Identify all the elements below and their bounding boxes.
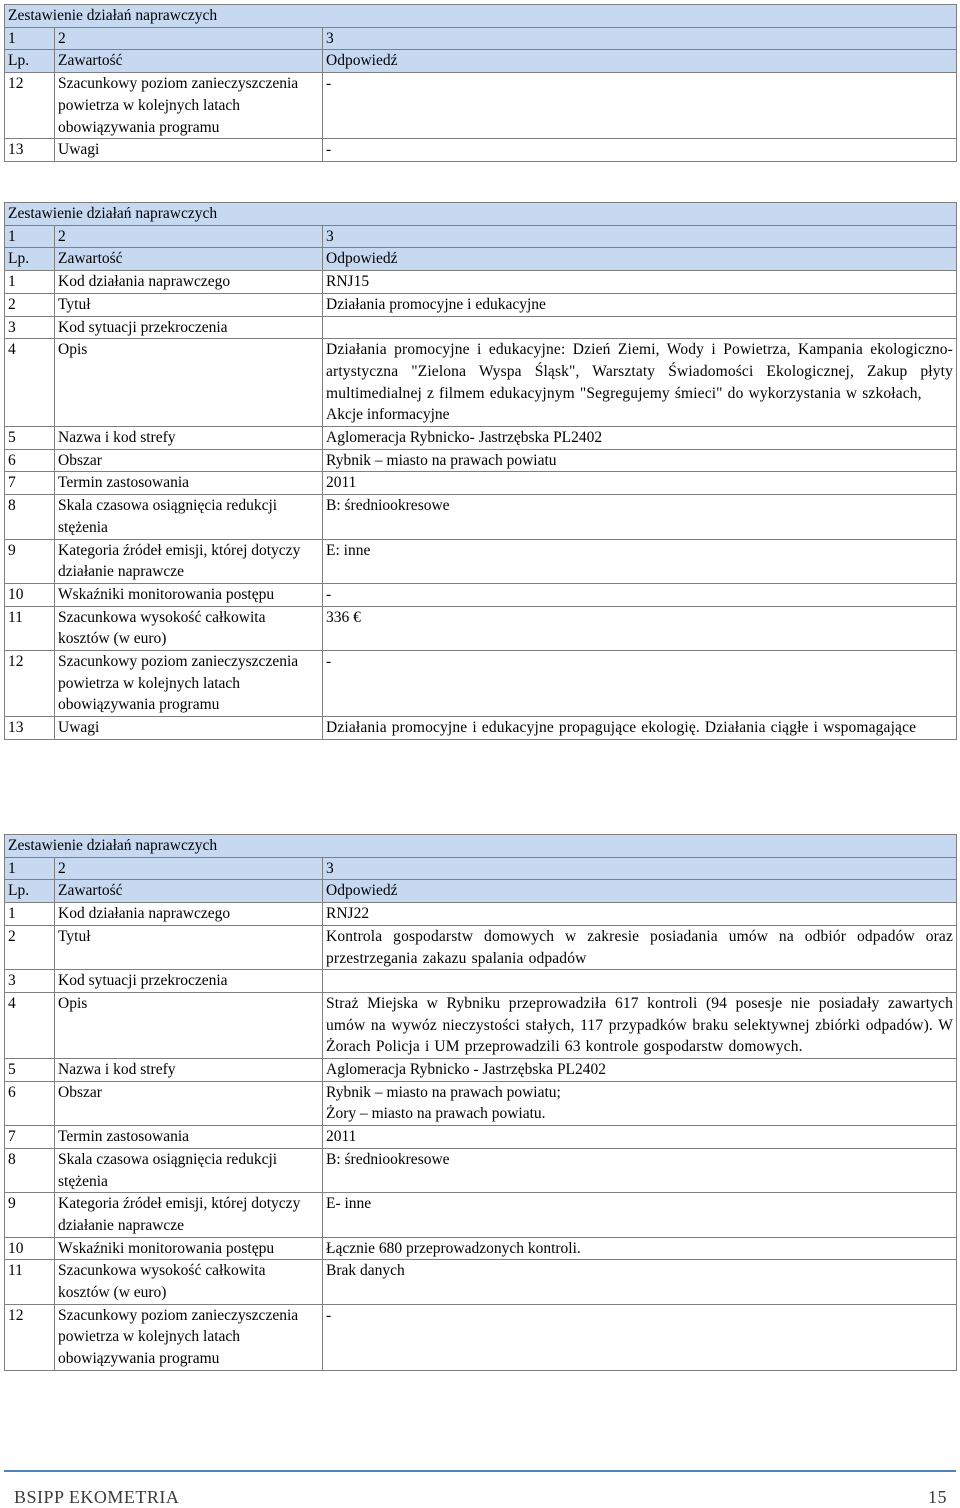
row-value: Straż Miejska w Rybniku przeprowadziła 617 kontroli (94 posesje nie posiadały zawartych umów na wywóz nieczystości stałych, 117 przypadków braku selektywnej zbiórki odpadów). W Żorach Policja i UM przeprowadzili 63 kontrole gospodarstw domowych.: [323, 992, 957, 1058]
row-number: 11: [5, 606, 55, 650]
row-value: Aglomeracja Rybnicko - Jastrzębska PL2402: [323, 1059, 957, 1082]
row-number: 5: [5, 1059, 55, 1082]
row-label: Wskaźniki monitorowania postępu: [55, 1237, 323, 1260]
table-row: [5, 1237, 957, 1260]
table-row: [5, 1081, 957, 1125]
row-label: Opis: [55, 339, 323, 427]
row-value: -: [323, 651, 957, 717]
row-label: Tytuł: [55, 925, 323, 969]
column-header-content: Zawartość: [55, 50, 323, 73]
row-value: B: średniookresowe: [323, 1148, 957, 1192]
table-row: [5, 1193, 957, 1237]
table-title-row: [5, 835, 957, 858]
row-value: Łącznie 680 przeprowadzonych kontroli.: [323, 1237, 957, 1260]
column-number: 3: [323, 27, 957, 50]
column-number: 2: [55, 225, 323, 248]
table-row: [5, 316, 957, 339]
table-row: [5, 1059, 957, 1082]
table-row: [5, 293, 957, 316]
table-row: [5, 992, 957, 1058]
row-label: Szacunkowa wysokość całkowita kosztów (w euro): [55, 1260, 323, 1304]
area-text: Rybnik – miasto na prawach powiatu;: [326, 1083, 561, 1101]
row-label: Uwagi: [55, 717, 323, 740]
column-header-row: [5, 50, 957, 73]
table-row: [5, 73, 957, 139]
table-row: [5, 339, 957, 427]
table-title-row: [5, 5, 957, 28]
column-header-answer: Odpowiedź: [323, 50, 957, 73]
row-label: Szacunkowy poziom zanieczyszczenia powietrza w kolejnych latach obowiązywania programu: [55, 73, 323, 139]
table-row: [5, 271, 957, 294]
table-row: [5, 651, 957, 717]
row-label: Opis: [55, 992, 323, 1058]
row-value: B: średniookresowe: [323, 495, 957, 539]
row-value: Działania promocyjne i edukacyjne: [323, 293, 957, 316]
row-number: 8: [5, 495, 55, 539]
column-header-answer: Odpowiedź: [323, 880, 957, 903]
column-header-row: [5, 880, 957, 903]
row-value: -: [323, 583, 957, 606]
row-value: Rybnik – miasto na prawach powiatu: [323, 449, 957, 472]
row-number: 12: [5, 651, 55, 717]
section-title: Zestawienie działań naprawczych: [5, 835, 957, 858]
area-text-extra: Żory – miasto na prawach powiatu.: [326, 1105, 546, 1123]
row-number: 13: [5, 717, 55, 740]
column-number: 3: [323, 225, 957, 248]
row-value-description: [323, 339, 957, 427]
column-header-content: Zawartość: [55, 248, 323, 271]
table-row: [5, 717, 957, 740]
row-number: 11: [5, 1260, 55, 1304]
column-number: 1: [5, 27, 55, 50]
row-label: Kategoria źródeł emisji, której dotyczy działanie naprawcze: [55, 1193, 323, 1237]
row-value: RNJ22: [323, 903, 957, 926]
row-value: [323, 316, 957, 339]
row-label: Termin zastosowania: [55, 1126, 323, 1149]
remedial-actions-table-rnj15: [4, 202, 957, 740]
row-number: 13: [5, 139, 55, 162]
remedial-actions-table-1: [4, 4, 957, 162]
table-row: [5, 903, 957, 926]
row-value: RNJ15: [323, 271, 957, 294]
row-number: 6: [5, 1081, 55, 1125]
table-row: [5, 925, 957, 969]
row-label: Termin zastosowania: [55, 472, 323, 495]
column-number: 3: [323, 857, 957, 880]
row-number: 1: [5, 903, 55, 926]
row-label: Skala czasowa osiągnięcia redukcji stężenia: [55, 495, 323, 539]
row-value: Aglomeracja Rybnicko- Jastrzębska PL2402: [323, 427, 957, 450]
table-row: [5, 472, 957, 495]
column-number: 2: [55, 27, 323, 50]
table-row: [5, 970, 957, 993]
row-number: 3: [5, 316, 55, 339]
table-row: [5, 606, 957, 650]
row-label: Kategoria źródeł emisji, której dotyczy działanie naprawcze: [55, 539, 323, 583]
row-label: Skala czasowa osiągnięcia redukcji stężenia: [55, 1148, 323, 1192]
row-value: 336 €: [323, 606, 957, 650]
column-number: 2: [55, 857, 323, 880]
section-title: Zestawienie działań naprawczych: [5, 5, 957, 28]
column-number: 1: [5, 225, 55, 248]
row-label: Wskaźniki monitorowania postępu: [55, 583, 323, 606]
table-row: [5, 583, 957, 606]
row-value: 2011: [323, 1126, 957, 1149]
row-value-area: [323, 1081, 957, 1125]
row-value: [323, 970, 957, 993]
row-number: 4: [5, 992, 55, 1058]
row-value: E- inne: [323, 1193, 957, 1237]
row-label: Szacunkowa wysokość całkowita kosztów (w euro): [55, 606, 323, 650]
row-number: 1: [5, 271, 55, 294]
table-title-row: [5, 203, 957, 226]
row-label: Obszar: [55, 449, 323, 472]
table-row: [5, 449, 957, 472]
row-number: 6: [5, 449, 55, 472]
section-title: Zestawienie działań naprawczych: [5, 203, 957, 226]
row-number: 9: [5, 539, 55, 583]
row-number: 12: [5, 73, 55, 139]
column-header-lp: Lp.: [5, 248, 55, 271]
row-value: 2011: [323, 472, 957, 495]
row-value: Działania promocyjne i edukacyjne propagujące ekologię. Działania ciągłe i wspomagające: [323, 717, 957, 740]
column-header-lp: Lp.: [5, 50, 55, 73]
column-number-row: [5, 857, 957, 880]
page-number: 15: [928, 1487, 947, 1507]
column-number-row: [5, 225, 957, 248]
table-row: [5, 495, 957, 539]
row-label: Kod działania naprawczego: [55, 271, 323, 294]
row-number: 2: [5, 293, 55, 316]
row-number: 7: [5, 1126, 55, 1149]
row-number: 10: [5, 583, 55, 606]
row-label: Szacunkowy poziom zanieczyszczenia powietrza w kolejnych latach obowiązywania programu: [55, 1304, 323, 1370]
row-number: 8: [5, 1148, 55, 1192]
row-value: Kontrola gospodarstw domowych w zakresie posiadania umów na odbiór odpadów oraz przestrzegania zakazu spalania odpadów: [323, 925, 957, 969]
row-label: Obszar: [55, 1081, 323, 1125]
row-label: Nazwa i kod strefy: [55, 427, 323, 450]
row-number: 2: [5, 925, 55, 969]
table-row: [5, 1260, 957, 1304]
table-row: [5, 427, 957, 450]
row-label: Tytuł: [55, 293, 323, 316]
column-number: 1: [5, 857, 55, 880]
table-row: [5, 139, 957, 162]
row-value: -: [323, 1304, 957, 1370]
row-label: Kod sytuacji przekroczenia: [55, 970, 323, 993]
row-value: -: [323, 73, 957, 139]
column-header-answer: Odpowiedź: [323, 248, 957, 271]
description-text: Działania promocyjne i edukacyjne: Dzień Ziemi, Wody i Powietrza, Kampania ekologiczno-artystyczna "Zielona Wyspa Śląsk", Warsztaty Świadomości Ekologicznej, Zakup płyty multimedialnej z filmem edukacyjnym "Segregujemy śmieci" do wykorzystania w szkołach,: [326, 341, 953, 402]
row-label: Nazwa i kod strefy: [55, 1059, 323, 1082]
row-value: E: inne: [323, 539, 957, 583]
description-text-extra: Akcje informacyjne: [326, 406, 450, 424]
row-number: 7: [5, 472, 55, 495]
row-number: 12: [5, 1304, 55, 1370]
row-number: 10: [5, 1237, 55, 1260]
row-value: Brak danych: [323, 1260, 957, 1304]
row-number: 3: [5, 970, 55, 993]
column-header-content: Zawartość: [55, 880, 323, 903]
footer-company-name: BSIPP EKOMETRIA: [14, 1487, 180, 1507]
footer-divider: [4, 1470, 956, 1472]
remedial-actions-table-rnj22: [4, 834, 957, 1371]
row-value: -: [323, 139, 957, 162]
table-row: [5, 1148, 957, 1192]
row-label: Szacunkowy poziom zanieczyszczenia powietrza w kolejnych latach obowiązywania programu: [55, 651, 323, 717]
table-row: [5, 1304, 957, 1370]
row-number: 9: [5, 1193, 55, 1237]
column-header-lp: Lp.: [5, 880, 55, 903]
row-label: Kod sytuacji przekroczenia: [55, 316, 323, 339]
column-number-row: [5, 27, 957, 50]
row-label: Kod działania naprawczego: [55, 903, 323, 926]
table-row: [5, 539, 957, 583]
column-header-row: [5, 248, 957, 271]
table-row: [5, 1126, 957, 1149]
row-number: 4: [5, 339, 55, 427]
row-number: 5: [5, 427, 55, 450]
row-label: Uwagi: [55, 139, 323, 162]
